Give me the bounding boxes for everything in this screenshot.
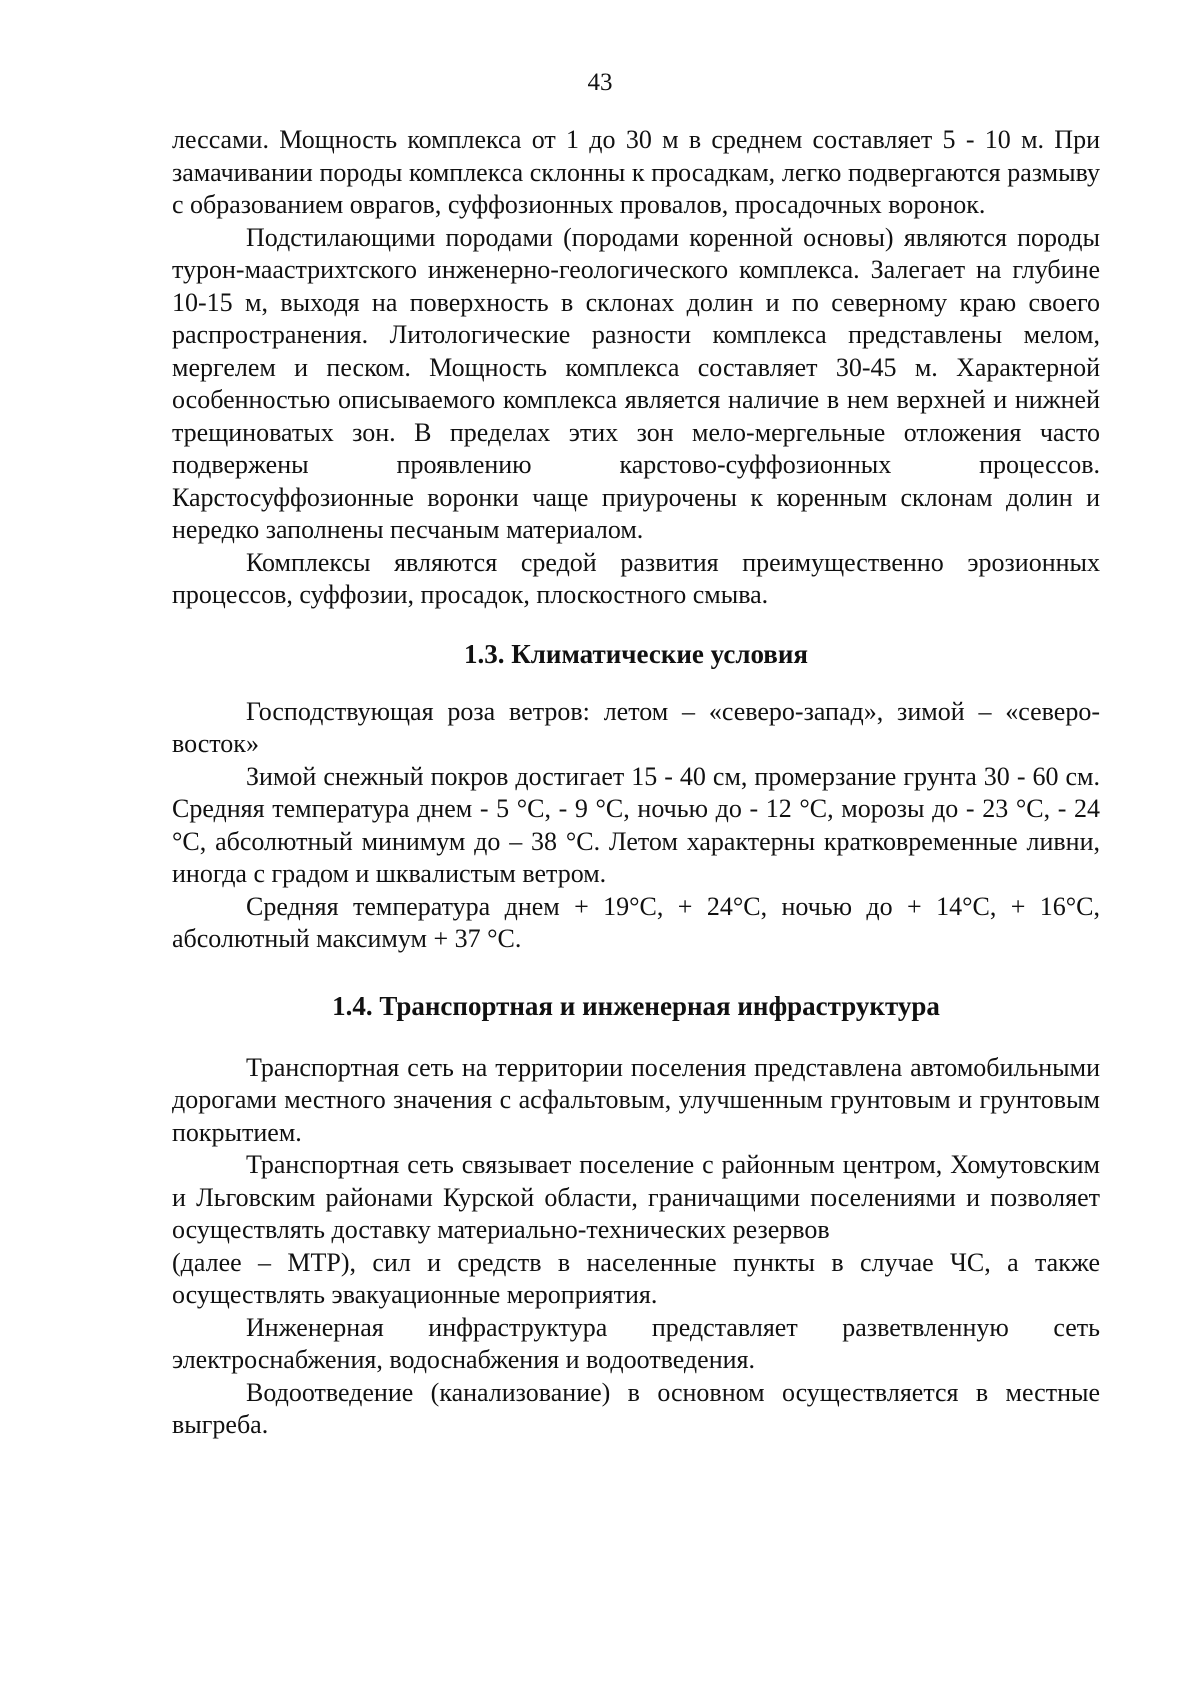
page-number: 43 <box>587 69 613 96</box>
section-heading-infrastructure: 1.4. Транспортная и инженерная инфраструктура <box>332 990 940 1021</box>
paragraph-drainage: Водоотведение (канализование) в основном осуществляется в местные выгреба. <box>172 1377 1100 1439</box>
paragraph-summer-temperature: Средняя температура днем + 19°С, + 24°С, ночью до + 14°С, + 16°С, абсолютный максимум + 37 °С. <box>172 891 1100 953</box>
section-heading-climate: 1.3. Климатические условия <box>463 638 809 669</box>
page-content <box>172 124 1100 1442</box>
paragraph-wind-rose: Господствующая роза ветров: летом – «северо-запад», зимой – «северо-восток» <box>172 696 1100 758</box>
paragraph-transport-links: Транспортная сеть связывает поселение с районным центром, Хомутовским и Льговским районами Курской области, граничащими поселениями и позволяет осуществлять доставку материально-технических резервов <box>172 1150 1100 1244</box>
paragraph-transport-network: Транспортная сеть на территории поселения представлена автомобильными дорогами местного значения с асфальтовым, улучшенным грунтовым и грунтовым покрытием. <box>172 1052 1100 1147</box>
paragraph-loess-continuation: лессами. Мощность комплекса от 1 до 30 м в среднем составляет 5 - 10 м. При замачивании породы комплекса склонны к просадкам, легко подвергаются размыву с образованием оврагов, суффозионных провалов, просадочных воронок. <box>172 125 1100 219</box>
paragraph-complexes-processes: Комплексы являются средой развития преимущественно эрозионных процессов, суффозии, просадок, плоскостного смыва. <box>172 547 1100 609</box>
paragraph-engineering-infrastructure: Инженерная инфраструктура представляет разветвленную сеть электроснабжения, водоснабжения и водоотведения. <box>172 1312 1100 1374</box>
paragraph-underlying-rocks: Подстилающими породами (породами коренной основы) являются породы турон-маастрихтского инженерно-геологического комплекса. Залегает на глубине 10-15 м, выходя на поверхность в склонах долин и по северному краю своего распространения. Литологические разности комплекса представлены мелом, мергелем и песком. Мощность комплекса составляет 30-45 м. Характерной особенностью описываемого комплекса является наличие в нем верхней и нижней трещиноватых зон. В пределах этих зон мело-мергельные отложения часто подвержены проявлению карстово-суффозионных процессов. Карстосуффозионные воронки чаще приурочены к коренным склонам долин и нередко заполнены песчаным материалом. <box>172 222 1100 544</box>
paragraph-transport-links-continuation: (далее – МТР), сил и средств в населенные пункты в случае ЧС, а также осуществлять эвакуационные мероприятия. <box>172 1247 1100 1309</box>
paragraph-winter-conditions: Зимой снежный покров достигает 15 - 40 см, промерзание грунта 30 - 60 см. Средняя температура днем - 5 °С, - 9 °С, ночью до - 12 °С, морозы до - 23 °С, - 24 °С, абсолютный минимум до – 38 °С. Летом характерны кратковременные ливни, иногда с градом и шквалистым ветром. <box>172 761 1100 888</box>
